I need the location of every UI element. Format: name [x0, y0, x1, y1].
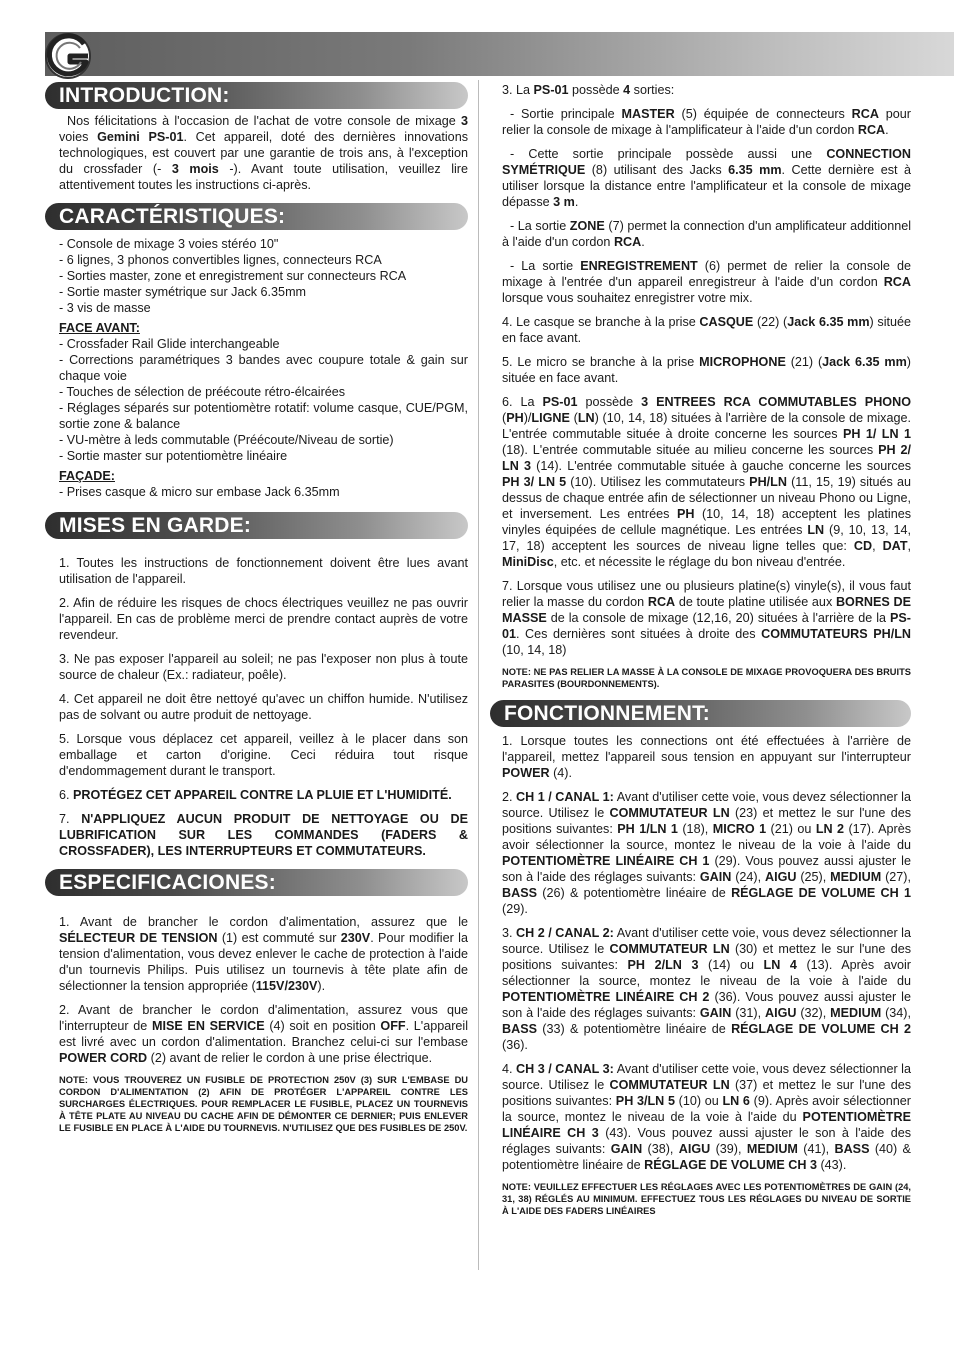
list-item: - 3 vis de masse: [59, 301, 151, 315]
spec-1: 1. Avant de brancher le cordon d'alimentation, assurez que le SÉLECTEUR DE TENSION (1) est commuté sur 230V. Pour modifier la tension d'alimentation, vous devez enlever le cache de protection à l'aide d'un tournevis Philips. Puis utilisez un tournevis à tête plate afin de sélectionner la tension appropriée (115V/230V).: [59, 915, 468, 993]
features-list: [45, 236, 468, 500]
outputs-body: [490, 82, 911, 690]
warnings-body: [45, 555, 468, 859]
warning-7: 7. N'APPLIQUEZ AUCUN PRODUIT DE NETTOYAGE OU DE LUBRIFICATION SUR LES COMMANDES (FADERS & CROSSFADER), LES INTERRUPTEURS ET COMMUTATEURS.: [59, 812, 468, 858]
operation-ch2: 3. CH 2 / CANAL 2: Avant d'utiliser cette voie, vous devez sélectionner la source. Utilisez le COMMUTATEUR LN (30) et mettez le sur l'une des positions suivantes: PH 2/LN 3 (14) ou LN 4 (13). Après avoir sélectionner la source, montez le niveau de la voie à l'aide du POTENTIOMÈTRE LINÉAIRE CH 2 (36). Vous pouvez aussi ajuster le son à l'aide des réglages suivants: GAIN (31), AIGU (32), MEDIUM (34), BASS (33) & potentiomètre linéaire de RÉGLAGE DE VOLUME CH 2 (36).: [502, 926, 911, 1052]
output-symmetric: - Cette sortie principale possède aussi une CONNECTION SYMÉTRIQUE (8) utilisant des Jacks 6.35 mm. Cette dernière est à utiliser lorsque la distance entre l'amplificateur et la console de mixage dépasse 3 m.: [502, 147, 911, 209]
warning-4: 4. Cet appareil ne doit être nettoyé qu'avec un chiffon humide. N'utilisez pas de solvant ou autre produit de nettoyage.: [59, 692, 468, 722]
list-item: - Console de mixage 3 voies stéréo 10": [59, 237, 279, 251]
warning-1: 1. Toutes les instructions de fonctionnement doivent être lues avant utilisation de l'appareil.: [59, 556, 468, 586]
list-item: - Sorties master, zone et enregistrement sur connecteurs RCA: [59, 269, 407, 283]
list-item: - Sortie master symétrique sur Jack 6.35mm: [59, 285, 307, 299]
right-column: [490, 82, 911, 1225]
operation-body: [490, 733, 911, 1217]
subheading-facade: FAÇADE:: [59, 469, 115, 483]
specs-body: [45, 914, 468, 1134]
operation-note: NOTE: VEUILLEZ EFFECTUER LES RÉGLAGES AVEC LES POTENTIOMÈTRES DE GAIN (24, 31, 38) RÉGLÉS AU MINIMUM. EFFECTUEZ TOUS LES RÉGLAGES DU NIVEAU DE SORTIE À L'AIDE DES FADERS LINÉAIRES: [502, 1182, 911, 1216]
ground-note: NOTE: NE PAS RELIER LA MASSE À LA CONSOLE DE MIXAGE PROVOQUERA DES BRUITS PARASITES (BOURDONNEMENTS).: [502, 667, 911, 689]
operation-1: 1. Lorsque toutes les connections ont été effectuées à l'arrière de l'appareil, mettez l'appareil sous tension en appuyant sur l'interrupteur POWER (4).: [502, 734, 911, 780]
warning-2: 2. Afin de réduire les risques de chocs électriques veuillez ne pas ouvrir l'appareil. En cas de problème merci de prendre contact auprès de votre revendeur.: [59, 596, 468, 642]
section-title-features: CARACTÉRISTIQUES:: [45, 203, 468, 230]
headphone-paragraph: 4. Le casque se branche à la prise CASQUE (22) (Jack 6.35 mm) située en face avant.: [502, 315, 912, 345]
operation-ch3: 4. CH 3 / CANAL 3: Avant d'utiliser cette voie, vous devez sélectionner la source. Utilisez le COMMUTATEUR LN (37) et mettez le sur l'une des positions suivantes: PH 3/LN 5 (10) ou LN 6 (9). Après avoir sélectionner la source, montez le niveau de la voie à l'aide du POTENTIOMÈTRE LINÉAIRE CH 3 (43). Vous pouvez aussi ajuster le son à l'aide des réglages suivants: GAIN (38), AIGU (39), MEDIUM (41), BASS (40) & potentiomètre linéaire de RÉGLAGE DE VOLUME CH 3 (43).: [502, 1062, 912, 1172]
list-item: - Touches de sélection de préécoute rétro-élcairées: [59, 385, 346, 399]
gemini-logo-icon: [40, 26, 100, 84]
left-column: [45, 82, 468, 1142]
section-title-operation: FONCTIONNEMENT:: [490, 700, 911, 727]
column-divider: [478, 80, 479, 1270]
intro-paragraph: Nos félicitations à l'occasion de l'achat de votre console de mixage 3 voies Gemini PS-01. Cet appareil, doté des dernières innovations technologiques, est couvert par une garantie de trois ans, à l'exception du crossfader (- 3 mois -). Avant toute utilisation, veuillez lire attentivement toutes les instructions ci-après.: [59, 114, 469, 192]
output-master: - Sortie principale MASTER (5) équipée de connecteurs RCA pour relier la console de mixage à l'amplificateur à l'aide d'un cordon RCA.: [502, 107, 911, 137]
spec-2: 2. Avant de brancher le cordon d'alimentation, assurez vous que l'interrupteur de MISE EN SERVICE (4) soit en position OFF. L'appareil est livré avec un cordon d'alimentation. Branchez celui-ci sur l'embase POWER CORD (2) avant de relier le cordon à une prise électrique.: [59, 1003, 468, 1065]
inputs-paragraph: 6. La PS-01 possède 3 ENTREES RCA COMMUTABLES PHONO (PH)/LIGNE (LN) (10, 14, 18) situées à l'arrière de la console de mixage. L'entrée commutable située à droite concerne les sources PH 1/ LN 1 (18). L'entrée commutable située au milieu concerne les sources PH 2/ LN 3 (14). L'entrée commutable située à gauche concerne les sources PH 3/ LN 5 (10). Utilisez les commutateurs PH/LN (11, 15, 19) situés au dessus de chaque entrée afin de sélectionner un niveau Phono ou Ligne, et inversement. Les entrées PH (10, 14, 18) acceptent les platines vinyles équipées de cellule magnétique. Les entrées LN (9, 10, 13, 14, 17, 18) acceptent les sources de niveau ligne telles que: CD, DAT, MiniDisc, etc. et nécessite le réglage du bon niveau d'entrée.: [502, 395, 912, 569]
list-item: - Crossfader Rail Glide interchangeable: [59, 337, 280, 351]
section-title-specs: ESPECIFICACIONES:: [45, 869, 468, 896]
header-bar: [45, 32, 954, 76]
ground-paragraph: 7. Lorsque vous utilisez une ou plusieurs platine(s) vinyle(s), il vous faut relier la masse du cordon RCA de toute platine utilisée aux BORNES DE MASSE de la console de mixage (12,16, 20) situées à l'arrière de la PS-01. Ces dernières sont situées à droite des COMMUTATEURS PH/LN (10, 14, 18): [502, 579, 912, 657]
section-title-warnings: MISES EN GARDE:: [45, 512, 468, 539]
specs-note: NOTE: VOUS TROUVEREZ UN FUSIBLE DE PROTECTION 250V (3) SUR L'EMBASE DU CORDON D'ALIMENTATION (2) AFIN DE PROTÉGER L'APPAREIL CONTRE LES SURCHARGES ÉLECTRIQUES. POUR REMPLACER LE FUSIBLE, PLACEZ UN TOURNEVIS À TÊTE PLATE AU NIVEAU DU CACHE AFIN DE DÉMONTER CE DERNIER; PUIS ENLEVER LE FUSIBLE EN PLACE À L'AIDE DU TOURNEVIS. N'UTILISEZ QUE DES FUSIBLES DE 250V.: [59, 1075, 468, 1133]
list-item: - Prises casque & micro sur embase Jack 6.35mm: [59, 485, 340, 499]
list-item: - Corrections paramétriques 3 bandes avec coupure totale & gain sur chaque voie: [59, 353, 468, 383]
warning-5: 5. Lorsque vous déplacez cet appareil, veillez à le placer dans son emballage et carton d'origine. Ceci réduira tout risque d'endommagement durant le transport.: [59, 732, 468, 778]
list-item: - Sortie master sur potentiomètre linéaire: [59, 449, 288, 463]
output-zone: - La sortie ZONE (7) permet la connection d'un amplificateur additionnel à l'aide d'un cordon RCA.: [502, 219, 911, 249]
warning-3: 3. Ne pas exposer l'appareil au soleil; ne pas l'exposer non plus à toute source de chaleur (Ex.: radiateur, poêle).: [59, 652, 468, 682]
outputs-intro: 3. La PS-01 possède 4 sorties:: [502, 83, 675, 97]
micro-paragraph: 5. Le micro se branche à la prise MICROPHONE (21) (Jack 6.35 mm) située en face avant.: [502, 355, 911, 385]
operation-ch1: 2. CH 1 / CANAL 1: Avant d'utiliser cette voie, vous devez sélectionner la source. Utilisez le COMMUTATEUR LN (23) et mettez le sur l'une des positions suivantes: PH 1/LN 1 (18), MICRO 1 (21) ou LN 2 (17). Après avoir sélectionner la source, montez le niveau de la voie à l'aide du POTENTIOMÈTRE LINÉAIRE CH 1 (29). Vous pouvez aussi ajuster le son à l'aide des réglages suivants: GAIN (24), AIGU (25), MEDIUM (27), BASS (26) & potentiomètre linéaire de RÉGLAGE DE VOLUME CH 1 (29).: [502, 790, 912, 916]
warning-6: 6. PROTÉGEZ CET APPAREIL CONTRE LA PLUIE ET L'HUMIDITÉ.: [59, 788, 452, 802]
list-item: - Réglages séparés sur potentiomètre rotatif: volume casque, CUE/PGM, sortie zone & balance: [59, 401, 468, 431]
list-item: - 6 lignes, 3 phonos convertibles lignes, connecteurs RCA: [59, 253, 382, 267]
section-title-introduction: INTRODUCTION:: [45, 82, 468, 109]
output-record: - La sortie ENREGISTREMENT (6) permet de relier la console de mixage à l'entrée d'un appareil enregistreur à l'aide d'un cordon RCA lorsque vous souhaitez enregistrer votre mix.: [502, 259, 911, 305]
list-item: - VU-mètre à leds commutable (Préécoute/Niveau de sortie): [59, 433, 394, 447]
subheading-front: FACE AVANT:: [59, 321, 140, 335]
